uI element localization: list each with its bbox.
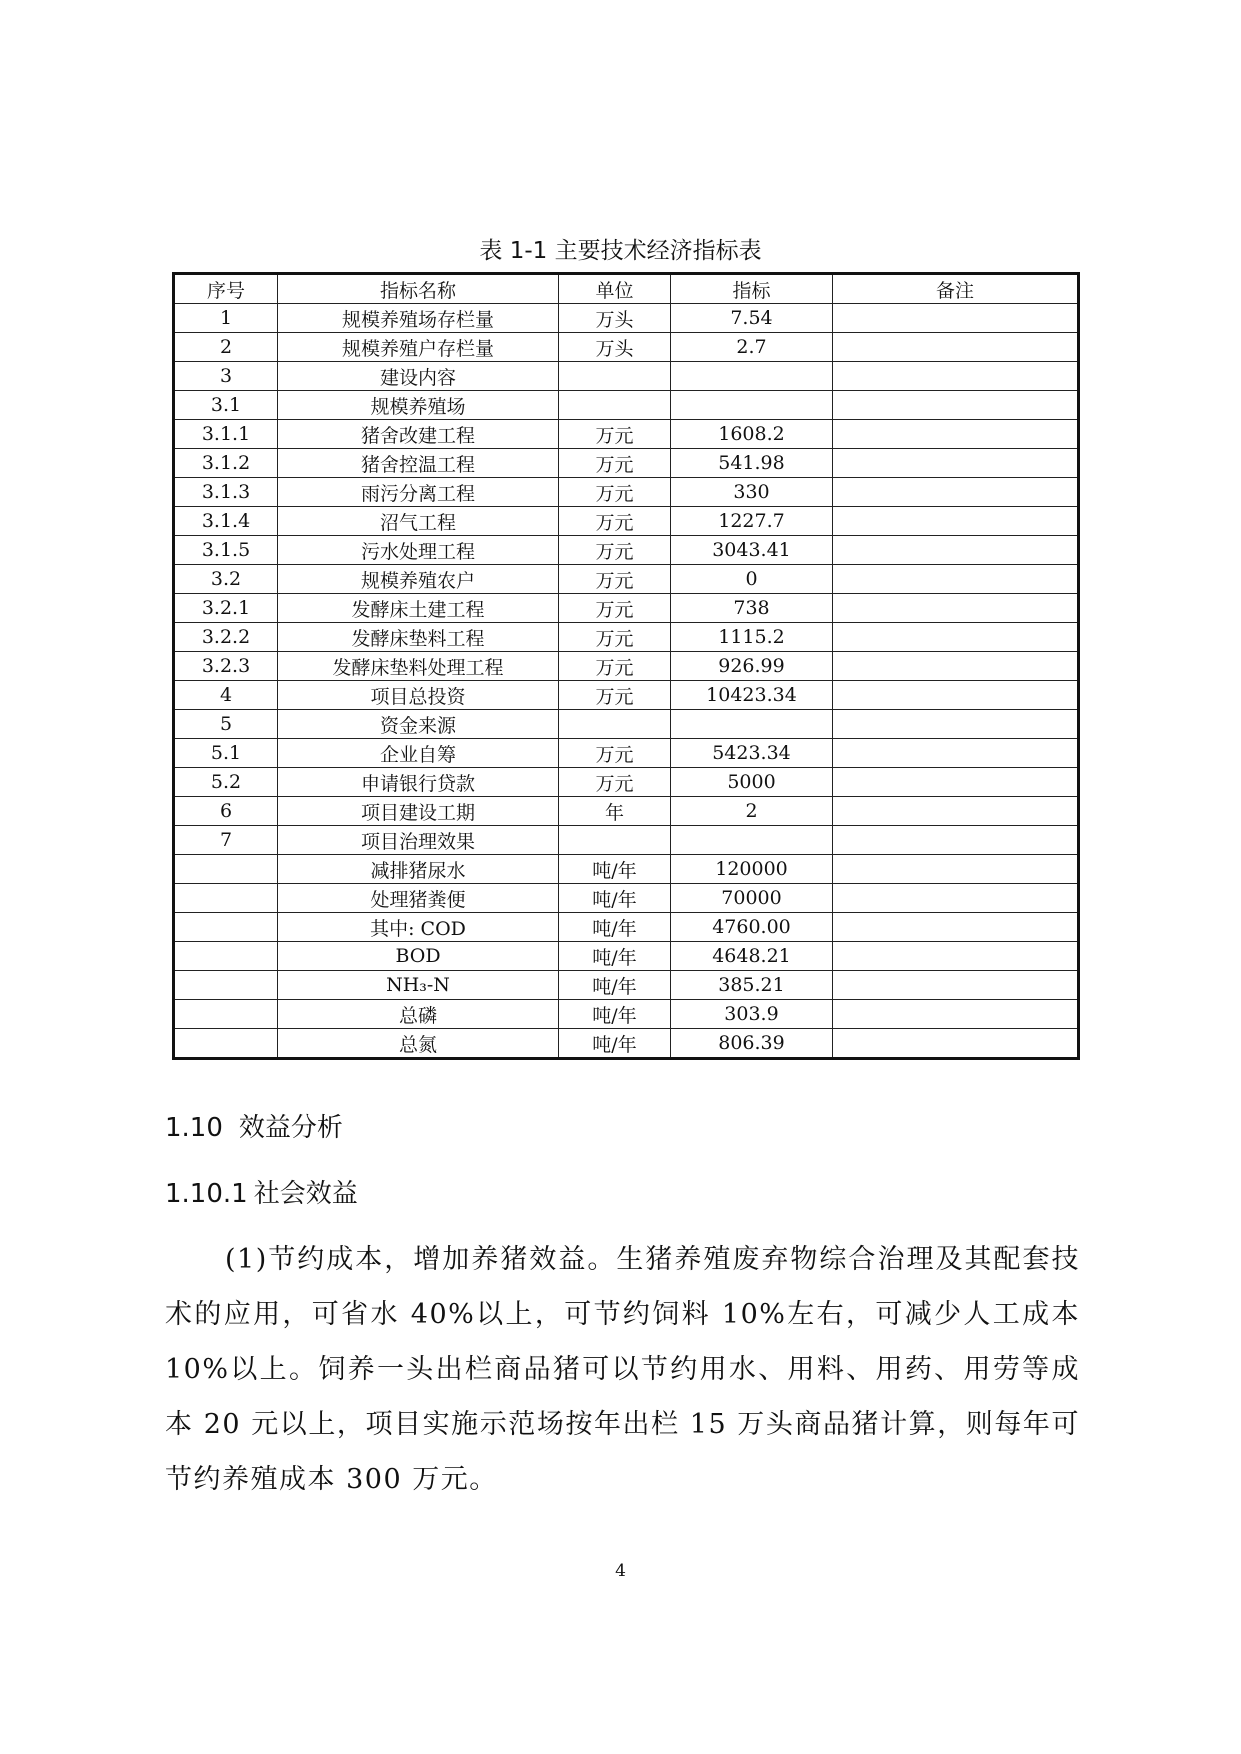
table-row xyxy=(174,942,1079,971)
cell-value xyxy=(671,710,833,739)
cell-seq: 3.2 xyxy=(174,565,278,594)
cell-name: 项目建设工期 xyxy=(278,797,559,826)
table-row xyxy=(174,652,1079,681)
cell-unit: 吨/年 xyxy=(559,971,671,1000)
cell-seq: 3.1.5 xyxy=(174,536,278,565)
cell-seq: 3.1.1 xyxy=(174,420,278,449)
cell-name: 申请银行贷款 xyxy=(278,768,559,797)
cell-value: 806.39 xyxy=(671,1029,833,1059)
cell-note xyxy=(833,768,1079,797)
table-row xyxy=(174,971,1079,1000)
cell-value: 541.98 xyxy=(671,449,833,478)
cell-unit: 万元 xyxy=(559,420,671,449)
cell-name: 建设内容 xyxy=(278,362,559,391)
cell-value: 3043.41 xyxy=(671,536,833,565)
cell-note xyxy=(833,797,1079,826)
table-row xyxy=(174,594,1079,623)
cell-note xyxy=(833,565,1079,594)
cell-value: 70000 xyxy=(671,884,833,913)
cell-note xyxy=(833,594,1079,623)
cell-unit xyxy=(559,391,671,420)
cell-seq: 3.1.3 xyxy=(174,478,278,507)
cell-unit: 吨/年 xyxy=(559,1029,671,1059)
table-row xyxy=(174,681,1079,710)
cell-unit: 年 xyxy=(559,797,671,826)
cell-seq: 6 xyxy=(174,797,278,826)
cell-note xyxy=(833,391,1079,420)
cell-unit: 吨/年 xyxy=(559,913,671,942)
cell-name: 规模养殖农户 xyxy=(278,565,559,594)
cell-name: 发酵床垫料工程 xyxy=(278,623,559,652)
cell-note xyxy=(833,1000,1079,1029)
cell-note xyxy=(833,536,1079,565)
cell-unit: 万元 xyxy=(559,478,671,507)
table-row xyxy=(174,826,1079,855)
subsection-title: 社会效益 xyxy=(253,1179,358,1209)
table-row xyxy=(174,913,1079,942)
cell-value: 5000 xyxy=(671,768,833,797)
cell-name: NH₃-N xyxy=(278,971,559,1000)
table-row xyxy=(174,362,1079,391)
header-note: 备注 xyxy=(833,274,1079,304)
cell-name: BOD xyxy=(278,942,559,971)
cell-unit: 万元 xyxy=(559,739,671,768)
cell-value: 1608.2 xyxy=(671,420,833,449)
cell-name: 发酵床垫料处理工程 xyxy=(278,652,559,681)
cell-note xyxy=(833,826,1079,855)
cell-note xyxy=(833,971,1079,1000)
cell-unit: 吨/年 xyxy=(559,1000,671,1029)
cell-seq: 3.2.3 xyxy=(174,652,278,681)
cell-name: 其中: COD xyxy=(278,913,559,942)
cell-note xyxy=(833,478,1079,507)
cell-seq: 3.2.1 xyxy=(174,594,278,623)
table-row xyxy=(174,391,1079,420)
cell-name: 处理猪粪便 xyxy=(278,884,559,913)
subsection-heading xyxy=(165,1177,358,1211)
cell-note xyxy=(833,942,1079,971)
cell-name: 总磷 xyxy=(278,1000,559,1029)
cell-note xyxy=(833,362,1079,391)
cell-name: 项目总投资 xyxy=(278,681,559,710)
table-row xyxy=(174,478,1079,507)
cell-unit: 万元 xyxy=(559,623,671,652)
cell-unit: 吨/年 xyxy=(559,942,671,971)
indicators-table xyxy=(172,272,1080,1060)
cell-note xyxy=(833,710,1079,739)
cell-value: 120000 xyxy=(671,855,833,884)
table-row xyxy=(174,507,1079,536)
table-row xyxy=(174,884,1079,913)
cell-seq: 5.1 xyxy=(174,739,278,768)
cell-note xyxy=(833,1029,1079,1059)
cell-name: 污水处理工程 xyxy=(278,536,559,565)
cell-seq: 3.1.4 xyxy=(174,507,278,536)
section-number: 1.10 xyxy=(165,1113,223,1143)
table-row xyxy=(174,565,1079,594)
cell-value: 926.99 xyxy=(671,652,833,681)
cell-value: 330 xyxy=(671,478,833,507)
cell-unit: 万元 xyxy=(559,536,671,565)
header-seq: 序号 xyxy=(174,274,278,304)
cell-name: 规模养殖场 xyxy=(278,391,559,420)
cell-note xyxy=(833,333,1079,362)
cell-note xyxy=(833,681,1079,710)
cell-seq xyxy=(174,1029,278,1059)
cell-value: 0 xyxy=(671,565,833,594)
section-heading xyxy=(165,1111,343,1145)
cell-name: 资金来源 xyxy=(278,710,559,739)
cell-note xyxy=(833,884,1079,913)
cell-unit xyxy=(559,362,671,391)
cell-name: 规模养殖户存栏量 xyxy=(278,333,559,362)
cell-name: 总氮 xyxy=(278,1029,559,1059)
table-row xyxy=(174,710,1079,739)
cell-seq xyxy=(174,942,278,971)
cell-seq: 5.2 xyxy=(174,768,278,797)
cell-value: 738 xyxy=(671,594,833,623)
header-name: 指标名称 xyxy=(278,274,559,304)
cell-note xyxy=(833,420,1079,449)
cell-seq: 4 xyxy=(174,681,278,710)
table-row xyxy=(174,623,1079,652)
table-row xyxy=(174,768,1079,797)
cell-unit: 万元 xyxy=(559,594,671,623)
cell-unit xyxy=(559,710,671,739)
table-row xyxy=(174,420,1079,449)
table-row xyxy=(174,449,1079,478)
cell-seq xyxy=(174,1000,278,1029)
cell-value: 5423.34 xyxy=(671,739,833,768)
cell-name: 猪舍控温工程 xyxy=(278,449,559,478)
cell-note xyxy=(833,449,1079,478)
cell-note xyxy=(833,739,1079,768)
cell-seq: 3 xyxy=(174,362,278,391)
cell-name: 减排猪尿水 xyxy=(278,855,559,884)
header-unit: 单位 xyxy=(559,274,671,304)
table-caption: 表 1-1 主要技术经济指标表 xyxy=(479,238,762,264)
cell-seq: 3.1 xyxy=(174,391,278,420)
cell-name: 发酵床土建工程 xyxy=(278,594,559,623)
cell-name: 猪舍改建工程 xyxy=(278,420,559,449)
table-row xyxy=(174,797,1079,826)
cell-seq xyxy=(174,884,278,913)
cell-note xyxy=(833,855,1079,884)
cell-value: 385.21 xyxy=(671,971,833,1000)
cell-unit: 万元 xyxy=(559,768,671,797)
cell-value xyxy=(671,391,833,420)
table-row xyxy=(174,304,1079,333)
cell-unit xyxy=(559,826,671,855)
cell-value xyxy=(671,826,833,855)
cell-unit: 万元 xyxy=(559,652,671,681)
table-header-row xyxy=(174,274,1079,304)
cell-unit: 万头 xyxy=(559,333,671,362)
cell-note xyxy=(833,507,1079,536)
cell-value: 1115.2 xyxy=(671,623,833,652)
cell-note xyxy=(833,304,1079,333)
subsection-number: 1.10.1 xyxy=(165,1179,248,1209)
cell-name: 规模养殖场存栏量 xyxy=(278,304,559,333)
cell-value: 2.7 xyxy=(671,333,833,362)
cell-seq: 5 xyxy=(174,710,278,739)
cell-seq: 3.1.2 xyxy=(174,449,278,478)
table-row xyxy=(174,739,1079,768)
cell-unit: 万元 xyxy=(559,565,671,594)
table-body xyxy=(174,304,1079,1059)
cell-seq xyxy=(174,855,278,884)
cell-unit: 吨/年 xyxy=(559,884,671,913)
cell-note xyxy=(833,652,1079,681)
table-row xyxy=(174,855,1079,884)
cell-value: 1227.7 xyxy=(671,507,833,536)
table-row xyxy=(174,536,1079,565)
cell-name: 雨污分离工程 xyxy=(278,478,559,507)
cell-unit: 万头 xyxy=(559,304,671,333)
cell-value xyxy=(671,362,833,391)
cell-value: 4648.21 xyxy=(671,942,833,971)
cell-value: 7.54 xyxy=(671,304,833,333)
section-title: 效益分析 xyxy=(238,1113,343,1143)
cell-value: 303.9 xyxy=(671,1000,833,1029)
cell-name: 沼气工程 xyxy=(278,507,559,536)
cell-value: 2 xyxy=(671,797,833,826)
cell-unit: 吨/年 xyxy=(559,855,671,884)
cell-unit: 万元 xyxy=(559,449,671,478)
cell-name: 项目治理效果 xyxy=(278,826,559,855)
cell-seq: 1 xyxy=(174,304,278,333)
cell-note xyxy=(833,623,1079,652)
cell-value: 4760.00 xyxy=(671,913,833,942)
cell-note xyxy=(833,913,1079,942)
body-paragraph: (1)节约成本，增加养猪效益。生猪养殖废弃物综合治理及其配套技术的应用，可省水 40%以上，可节约饲料 10%左右，可减少人工成本 10%以上。饲养一头出栏商品猪可以节约用水、用料、用药、用劳等成本 20 元以上，项目实施示范场按年出栏 15 万头商品猪计算，则每年可节约养殖成本 300 万元。 xyxy=(165,1244,1080,1495)
cell-seq: 2 xyxy=(174,333,278,362)
table-row xyxy=(174,1029,1079,1059)
table-row xyxy=(174,333,1079,362)
table-row xyxy=(174,1000,1079,1029)
cell-seq: 3.2.2 xyxy=(174,623,278,652)
cell-unit: 万元 xyxy=(559,507,671,536)
cell-value: 10423.34 xyxy=(671,681,833,710)
cell-seq xyxy=(174,971,278,1000)
cell-unit: 万元 xyxy=(559,681,671,710)
cell-name: 企业自筹 xyxy=(278,739,559,768)
page-number: 4 xyxy=(615,1561,626,1581)
cell-seq: 7 xyxy=(174,826,278,855)
header-value: 指标 xyxy=(671,274,833,304)
cell-seq xyxy=(174,913,278,942)
